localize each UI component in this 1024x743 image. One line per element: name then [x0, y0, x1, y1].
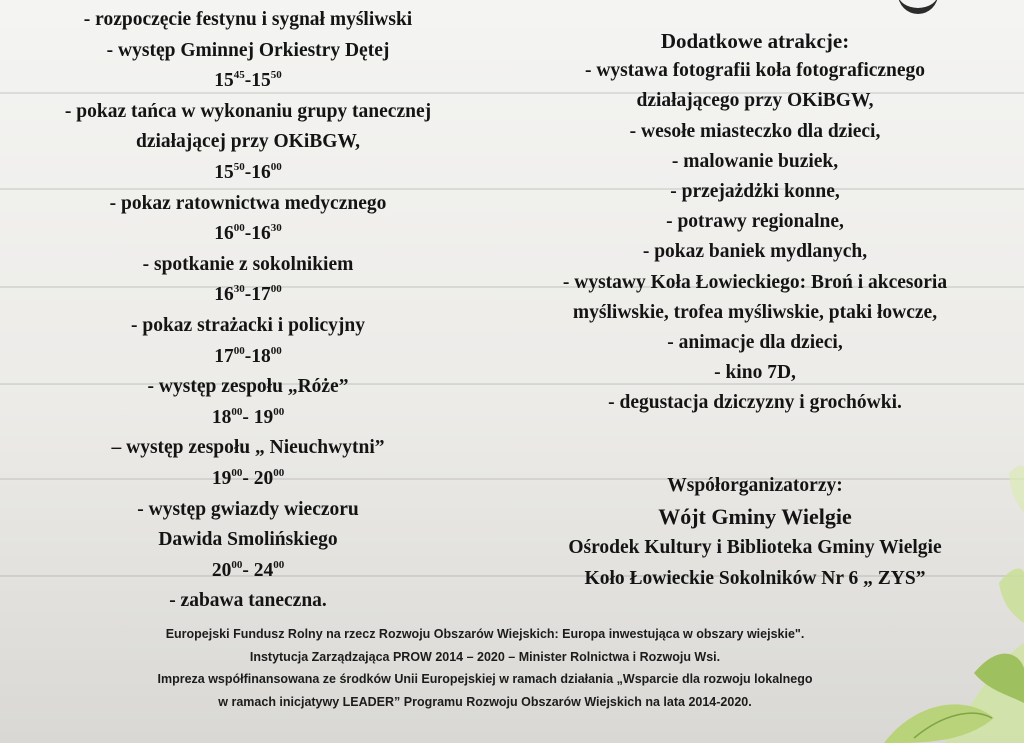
- schedule-time: [18, 219, 478, 250]
- co-organizers: [500, 470, 1010, 594]
- end-minute: 50: [270, 69, 282, 82]
- schedule-time: [18, 464, 478, 495]
- time-separator: -: [244, 345, 252, 367]
- footer-line: Impreza współfinansowana ze środków Unii Europejskiej w ramach działania „Wsparcie dla rozwoju lokalnego: [157, 672, 813, 686]
- end-minute: 00: [273, 405, 285, 418]
- time-separator: -: [242, 406, 254, 428]
- time-separator: -: [244, 223, 252, 245]
- end-hour: 15: [251, 70, 271, 92]
- schedule-item: - występ zespołu „Róże”: [147, 376, 349, 398]
- funding-footer: [60, 623, 910, 713]
- schedule-item: - występ gwiazdy wieczoru: [137, 498, 359, 520]
- program-schedule: [18, 5, 478, 617]
- time-separator: -: [242, 467, 254, 489]
- end-minute: 00: [270, 283, 282, 296]
- start-minute: 00: [233, 222, 245, 235]
- attraction-item: - kino 7D,: [714, 362, 796, 384]
- footer-line: Instytucja Zarządzająca PROW 2014 – 2020 – Minister Rolnictwa i Rozwoju Wsi.: [249, 649, 721, 664]
- schedule-item: – występ zespołu „ Nieuchwytni”: [111, 437, 385, 459]
- schedule-time: [18, 403, 478, 434]
- start-minute: 50: [233, 160, 245, 173]
- end-minute: 30: [270, 222, 282, 235]
- start-hour: 16: [214, 284, 234, 306]
- footer-line: w ramach inicjatywy LEADER” Programu Rozwoju Obszarów Wiejskich na lata 2014-2020.: [218, 694, 752, 709]
- time-separator: -: [244, 284, 252, 306]
- start-minute: 00: [231, 466, 243, 479]
- start-hour: 19: [211, 467, 232, 489]
- attractions-title: Dodatkowe atrakcje:: [660, 29, 850, 53]
- schedule-item: - pokaz strażacki i policyjny: [131, 314, 365, 336]
- schedule-time: [18, 342, 478, 373]
- schedule-item: - rozpoczęcie festynu i sygnał myśliwski: [83, 9, 413, 30]
- start-minute: 00: [231, 405, 243, 418]
- time-separator: -: [244, 70, 252, 92]
- start-minute: 00: [231, 558, 243, 571]
- attraction-item: - wystawa fotografii koła fotograficznego: [584, 60, 926, 82]
- attraction-item: - wesołe miasteczko dla dzieci,: [629, 120, 881, 142]
- organizer-item: Ośrodek Kultury i Biblioteka Gminy Wielgie: [568, 537, 942, 558]
- attraction-item: - pokaz baniek mydlanych,: [642, 241, 868, 263]
- schedule-item: - zabawa taneczna.: [169, 590, 327, 612]
- attraction-item: - wystawy Koła Łowieckiego: Broń i akcesoria: [562, 271, 948, 293]
- start-minute: 00: [233, 344, 245, 357]
- start-hour: 18: [211, 406, 232, 428]
- end-minute: 00: [273, 466, 285, 479]
- additional-attractions: [500, 26, 1010, 419]
- co-organizers-title: Współorganizatorzy:: [667, 475, 843, 496]
- start-hour: 20: [211, 559, 232, 581]
- start-hour: 16: [214, 223, 234, 245]
- schedule-item: działającej przy OKiBGW,: [135, 131, 361, 153]
- decorative-flourish: [898, 0, 938, 14]
- attraction-item: - potrawy regionalne,: [666, 211, 844, 233]
- end-minute: 00: [270, 344, 282, 357]
- attraction-item: - animacje dla dzieci,: [667, 332, 843, 354]
- start-minute: 30: [233, 283, 245, 296]
- attraction-item: myśliwskie, trofea myśliwskie, ptaki łowcze,: [572, 301, 938, 323]
- schedule-time: [18, 280, 478, 311]
- end-hour: 16: [251, 223, 271, 245]
- start-minute: 45: [233, 69, 245, 82]
- organizer-item: Koło Łowieckie Sokolników Nr 6 „ ZYS”: [584, 568, 926, 589]
- time-separator: -: [244, 161, 252, 183]
- end-hour: 24: [253, 559, 274, 581]
- attraction-item: - przejażdżki konne,: [670, 181, 840, 203]
- schedule-time: [18, 556, 478, 587]
- start-hour: 17: [214, 345, 234, 367]
- attraction-item: działającego przy OKiBGW,: [636, 90, 874, 112]
- end-hour: 20: [253, 467, 274, 489]
- end-hour: 18: [251, 345, 271, 367]
- start-hour: 15: [214, 70, 234, 92]
- end-hour: 19: [253, 406, 274, 428]
- end-hour: 16: [251, 161, 271, 183]
- attraction-item: - degustacja dziczyzny i grochówki.: [608, 392, 902, 414]
- schedule-time: [18, 66, 478, 97]
- schedule-item: - spotkanie z sokolnikiem: [142, 253, 354, 275]
- schedule-item: Dawida Smolińskiego: [158, 529, 338, 551]
- schedule-item: - występ Gminnej Orkiestry Dętej: [106, 39, 390, 61]
- time-separator: -: [242, 559, 254, 581]
- attraction-item: - malowanie buziek,: [671, 150, 839, 172]
- schedule-item: - pokaz tańca w wykonaniu grupy tanecznej: [64, 100, 432, 122]
- attractions-list: [500, 56, 1010, 418]
- end-minute: 00: [273, 558, 285, 571]
- schedule-time: [18, 158, 478, 189]
- start-hour: 15: [214, 161, 234, 183]
- end-hour: 17: [251, 284, 271, 306]
- end-minute: 00: [270, 160, 282, 173]
- primary-organizer: Wójt Gminy Wielgie: [658, 504, 852, 529]
- footer-line: Europejski Fundusz Rolny na rzecz Rozwoju Obszarów Wiejskich: Europa inwestująca w obszary wiejskie".: [165, 627, 805, 641]
- schedule-item: - pokaz ratownictwa medycznego: [109, 192, 387, 214]
